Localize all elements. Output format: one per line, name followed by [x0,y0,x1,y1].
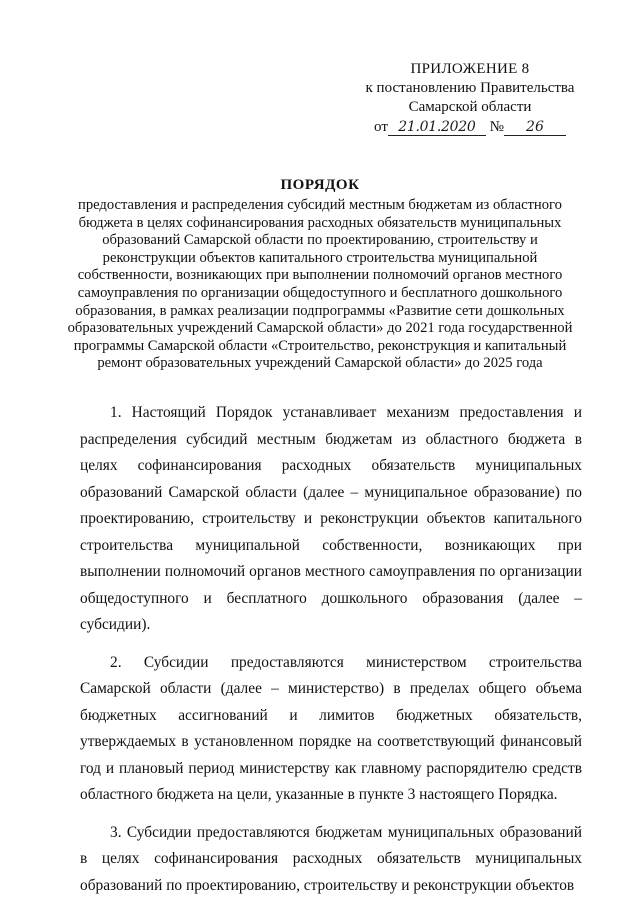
appendix-line-1: к постановлению Правительства [365,80,575,96]
appendix-line-2: Самарской области [408,99,532,115]
appendix-header [340,60,600,137]
handwritten-number: 26 [504,119,566,136]
paragraph-1: 1. Настоящий Порядок устанавливает механизм предоставления и распределения субсидий местным бюджетам из областного бюджета в целях софинансирования расходных обязательств муниципальных образований Самарской области (далее – муниципальное образование) по проектированию, строительству и реконструкции объектов капитального строительства муниципальной собственности, возникающих при выполнении полномочий органов местного самоуправления по организации общедоступного и бесплатного дошкольного образования (далее – субсидии). [80,404,582,633]
appendix-date-line [374,118,566,137]
document-title: ПОРЯДОК [280,177,360,193]
appendix-title: ПРИЛОЖЕНИЕ 8 [410,61,530,77]
handwritten-date: 21.01.2020 [388,119,486,136]
number-prefix: № [489,119,504,135]
paragraph-3: 3. Субсидии предоставляются бюджетам муниципальных образований в целях софинансирования расходных обязательств муниципальных образований по проектированию, строительству и реконструкции объектов [80,823,582,894]
date-prefix: от [374,119,388,135]
document-body [80,400,582,910]
paragraph-2: 2. Субсидии предоставляются министерством строительства Самарской области (далее – министерство) в пределах общего объема бюджетных ассигнований и лимитов бюджетных обязательств, утверждаемых в установленном порядке на соответствующий финансовый год и плановый период министерству как главному распорядителю средств областного бюджета на цели, указанные в пункте 3 настоящего Порядка. [80,653,582,803]
document-subtitle: предоставления и распределения субсидий местным бюджетам из областного бюджета в целях софинансирования расходных обязательств муниципальных образований Самарской области по проектированию, строительству и реконструкции объектов капитального строительства муниципальной собственности, возникающих при выполнении полномочий органов местного самоуправления по организации общедоступного и бесплатного дошкольного образования, в рамках реализации подпрограммы «Развитие сети дошкольных образовательных учреждений Самарской области» до 2021 года государственной программы Самарской области «Строительство, реконструкция и капитальный ремонт образовательных учреждений Самарской области» до 2025 года [67,197,573,372]
